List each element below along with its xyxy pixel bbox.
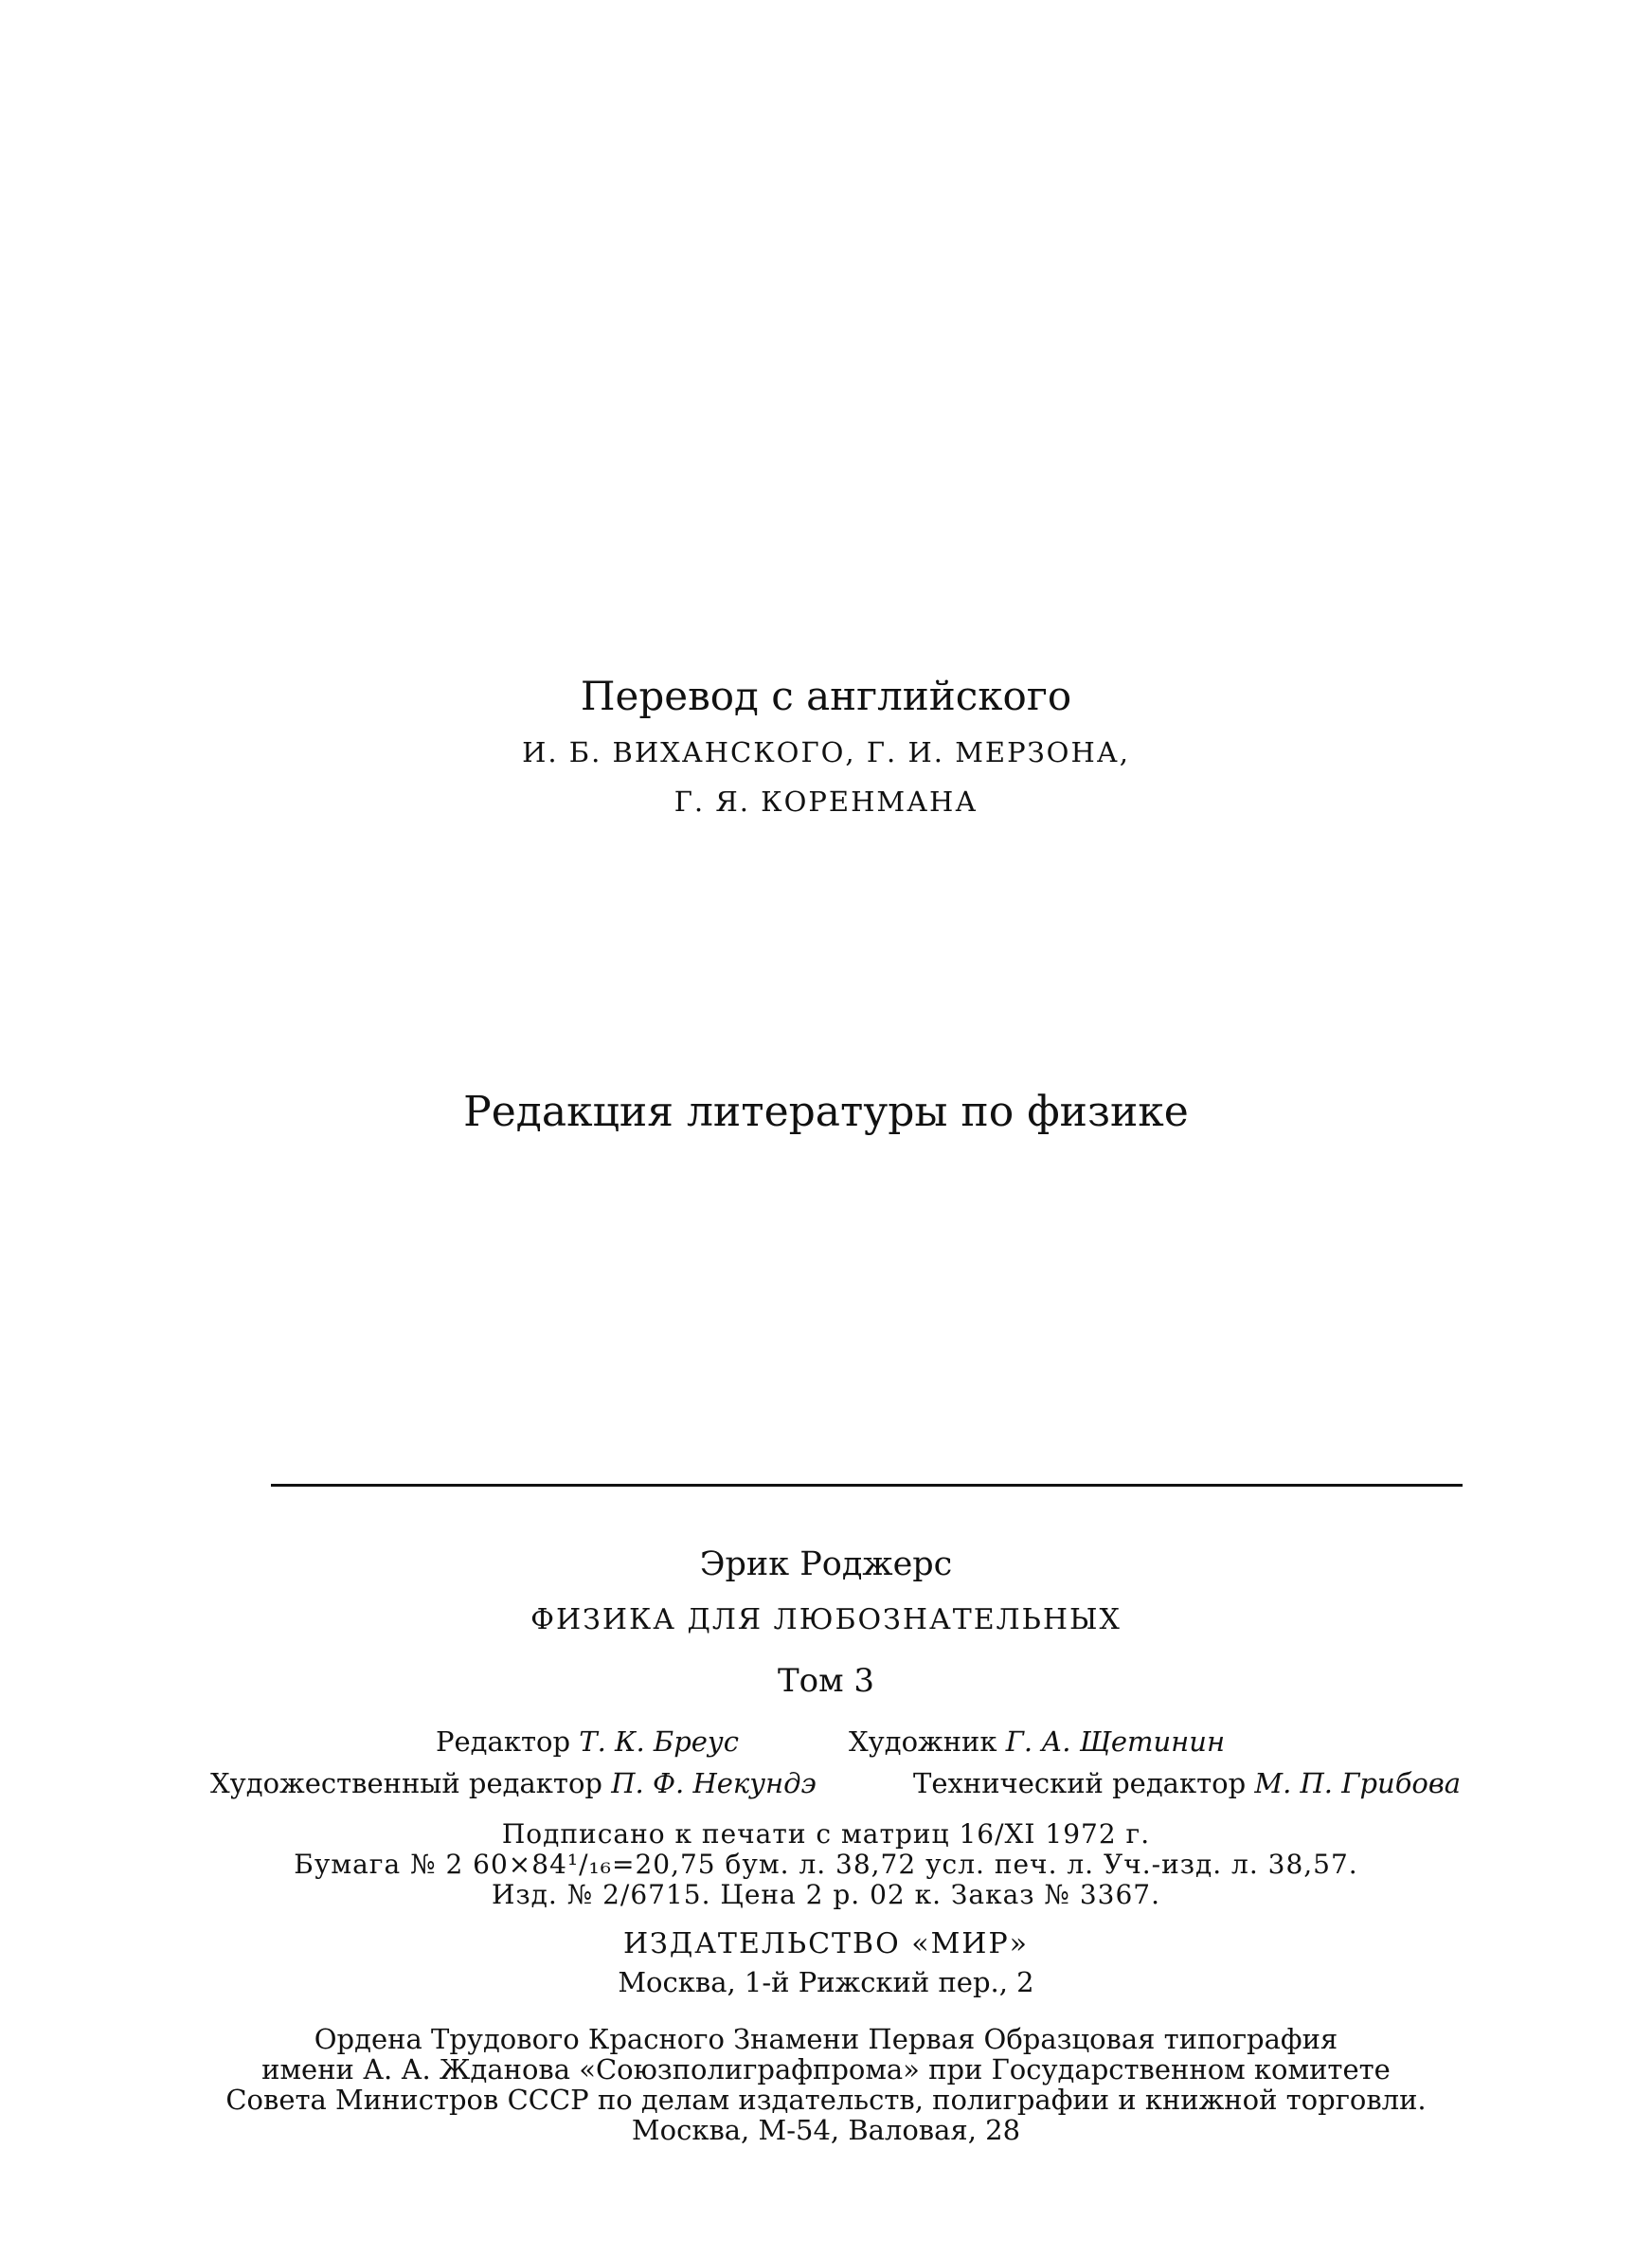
artist-credit	[849, 1723, 1225, 1760]
translators-line-1: И. Б. ВИХАНСКОГО, Г. И. МЕРЗОНА,	[522, 736, 1130, 768]
tech-editor-credit	[913, 1764, 1461, 1802]
tech-editor-label: Технический редактор	[913, 1767, 1247, 1799]
printer-line: имени А. А. Жданова «Союзполиграфпрома» при Государственном комитете	[261, 2053, 1391, 2085]
printer-line: Москва, М-54, Валовая, 28	[631, 2114, 1021, 2146]
editor-credit	[436, 1723, 739, 1760]
publisher-address: Москва, 1-й Рижский пер., 2	[618, 1966, 1034, 1998]
translation-heading: Перевод с английского	[580, 673, 1072, 719]
print-info-block	[258, 1819, 1394, 1910]
redaction-title: Редакция литературы по физике	[463, 1088, 1189, 1136]
printer-line: Ордена Трудового Красного Знамени Первая Образцовая типография	[314, 2023, 1338, 2055]
print-info-line: Бумага № 2 60×84¹/₁₆=20,75 бум. л. 38,72 усл. печ. л. Уч.-изд. л. 38,57.	[294, 1849, 1358, 1880]
editor-name: Т. К. Бреус	[579, 1725, 739, 1758]
artist-name: Г. А. Щетинин	[1005, 1725, 1226, 1758]
author-name: Эрик Роджерс	[699, 1545, 953, 1583]
art-editor-label: Художественный редактор	[210, 1767, 602, 1799]
publisher-name: ИЗДАТЕЛЬСТВО «МИР»	[622, 1927, 1030, 1960]
book-title: ФИЗИКА ДЛЯ ЛЮБОЗНАТЕЛЬНЫХ	[530, 1603, 1122, 1636]
editor-label: Редактор	[436, 1725, 571, 1758]
artist-label: Художник	[849, 1725, 997, 1758]
publisher-block	[447, 1925, 1205, 2001]
tech-editor-name: М. П. Грибова	[1254, 1767, 1462, 1799]
translators-line-2: Г. Я. КОРЕНМАНА	[673, 785, 979, 818]
horizontal-rule	[271, 1484, 1463, 1487]
printer-block	[163, 2024, 1489, 2145]
art-editor-credit	[210, 1764, 817, 1802]
translation-block	[447, 671, 1205, 821]
print-info-line: Изд. № 2/6715. Цена 2 р. 02 к. Заказ № 3367.	[491, 1879, 1160, 1910]
printer-line: Совета Министров СССР по делам издательств, полиграфии и книжной торговли.	[225, 2084, 1427, 2116]
print-info-line: Подписано к печати с матриц 16/XI 1972 г.	[501, 1818, 1151, 1850]
art-editor-name: П. Ф. Некундэ	[611, 1767, 817, 1799]
volume-label: Том 3	[777, 1662, 875, 1700]
